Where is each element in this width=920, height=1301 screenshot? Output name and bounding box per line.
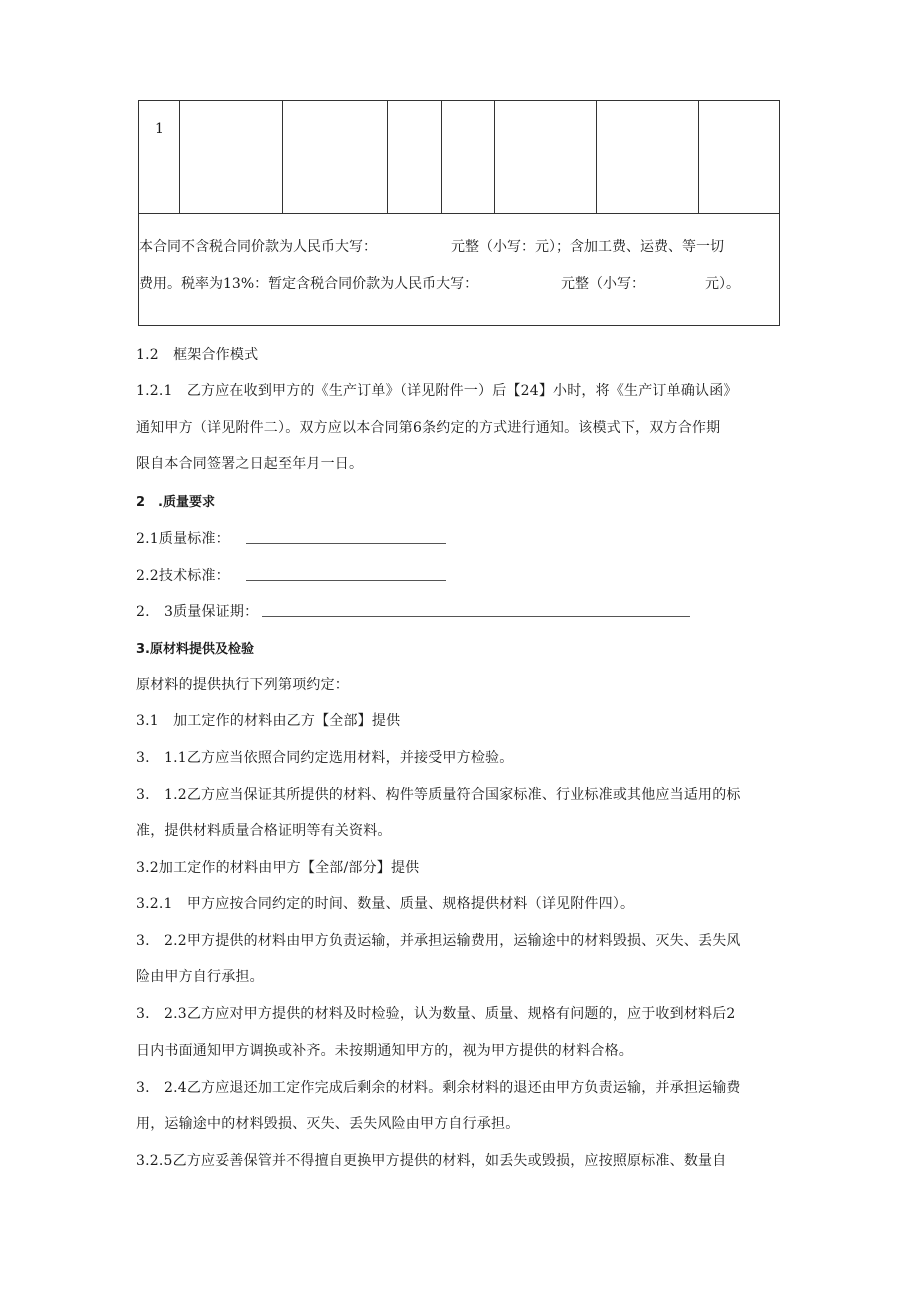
clause-3-2-4-line-1: 3. 2.4乙方应退还加工定作完成后剩余的材料。剩余材料的退还由甲方负责运输，并承担运输费 (136, 1080, 741, 1096)
clause-3-2-4-line-2: 用，运输途中的材料毁损、灭失、丢失风险由甲方自行承担。 (136, 1116, 520, 1132)
paragraph-1-2-1-line-3: 限自本合同签署之日起至年月一日。 (136, 456, 364, 472)
row-number-cell: 1 (155, 121, 164, 137)
clause-3-1-1: 3. 1.1乙方应当依照合同约定选用材料，并接受甲方检验。 (136, 750, 514, 766)
summary-2-c: 元）。 (705, 276, 740, 292)
clause-3-2-3-line-2: 日内书面通知甲方调换或补齐。未按期通知甲方的，视为甲方提供的材料合格。 (136, 1043, 633, 1059)
paragraph-1-2-1-line-1: 1.2.1 乙方应在收到甲方的《生产订单》（详见附件一）后【24】小时，将《生产订单确认函》 (136, 383, 738, 399)
technical-standard-blank (246, 580, 446, 581)
warranty-period-label: 2. 3质量保证期： (136, 604, 259, 620)
summary-2-a: 费用。税率为13%：暂定含税合同价款为人民币大写： (139, 276, 479, 292)
section-3-intro: 原材料的提供执行下列第项约定： (136, 677, 349, 693)
section-2-heading: 2 .质量要求 (136, 495, 215, 510)
clause-3-1-2-line-2: 准，提供材料质量合格证明等有关资料。 (136, 823, 392, 839)
column-divider (179, 101, 180, 213)
clause-3-2-2-line-2: 险由甲方自行承担。 (136, 969, 264, 985)
clause-3-2-2-line-1: 3. 2.2甲方提供的材料由甲方负责运输，并承担运输费用，运输途中的材料毁损、灭失、丢失风 (136, 933, 741, 949)
column-divider (387, 101, 388, 213)
clause-3-2-5-line-1: 3.2.5乙方应妥善保管并不得擅自更换甲方提供的材料，如丢失或毁损，应按照原标准、数量自 (136, 1153, 727, 1169)
clause-3-1: 3.1 加工定作的材料由乙方【全部】提供 (136, 713, 401, 729)
clause-3-2: 3.2加工定作的材料由甲方【全部/部分】提供 (136, 860, 420, 876)
section-3-heading: 3.原材料提供及检验 (136, 642, 254, 657)
technical-standard-label: 2.2技术标准： (136, 568, 230, 584)
summary-1-a: 本合同不含税合同价款为人民币大写： (139, 239, 377, 255)
paragraph-1-2-1-line-2: 通知甲方（详见附件二）。双方应以本合同第6条约定的方式进行通知。该模式下，双方合作期 (136, 420, 721, 436)
column-divider (596, 101, 597, 213)
summary-2-b: 元整（小写： (561, 276, 645, 292)
column-divider (698, 101, 699, 213)
clause-3-1-2-line-1: 3. 1.2乙方应当保证其所提供的材料、构件等质量符合国家标准、行业标准或其他应当适用的标 (136, 787, 741, 803)
warranty-period-blank (262, 616, 690, 617)
table-row (139, 101, 779, 214)
quality-standard-blank (246, 543, 446, 544)
contract-price-table (138, 100, 780, 326)
column-divider (494, 101, 495, 213)
quality-standard-label: 2.1质量标准： (136, 531, 230, 547)
clause-3-2-3-line-1: 3. 2.3乙方应对甲方提供的材料及时检验，认为数量、质量、规格有问题的，应于收到材料后2 (136, 1006, 736, 1022)
section-1-2-title: 1.2 框架合作模式 (136, 347, 259, 363)
column-divider (282, 101, 283, 213)
column-divider (441, 101, 442, 213)
summary-1-b: 元整（小写：元）；含加工费、运费、等一切 (451, 239, 724, 255)
clause-3-2-1: 3.2.1 甲方应按合同约定的时间、数量、质量、规格提供材料（详见附件四）。 (136, 896, 635, 912)
